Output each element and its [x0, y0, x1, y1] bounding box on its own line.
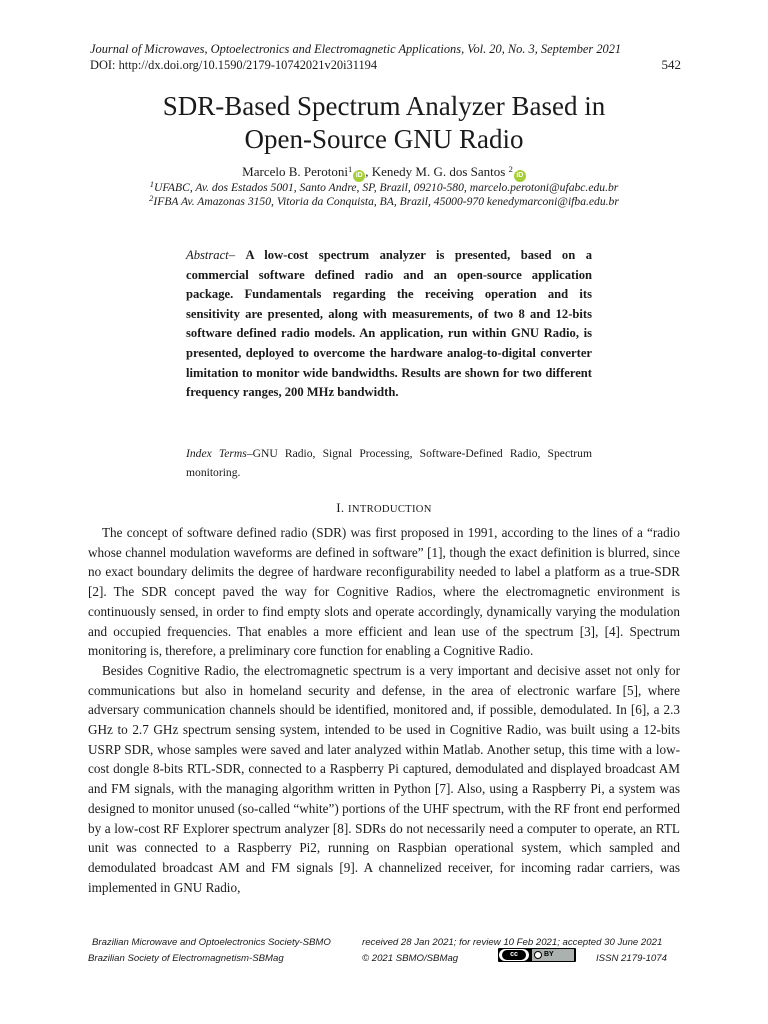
abstract-dash: –	[228, 248, 246, 262]
body-text	[88, 523, 680, 897]
abstract-text: A low-cost spectrum analyzer is presented, based on a commercial software defined radio and an open-source application package. Fundamentals regarding the receiving operation and its sensitivity are presented, along with measurements, of two 8 and 12-bits software defined radio models. An application, run within GNU Radio, is presented, deployed to overcome the hardware analog-to-digital converter limitation to monitor wide bandwidths. Results are shown for two different frequency ranges, 200 MHz bandwidth.	[186, 248, 592, 400]
affiliation-2	[60, 194, 708, 209]
affiliation-text: UFABC, Av. dos Estados 5001, Santo Andre, SP, Brazil, 09210-580, marcelo.perotoni@ufabc.edu.br	[153, 181, 619, 194]
footer-society-1: Brazilian Microwave and Optoelectronics Society-SBMO	[92, 937, 331, 948]
footer-dates: received 28 Jan 2021; for review 10 Feb 2021; accepted 30 June 2021	[362, 937, 663, 948]
cc-by-license-icon[interactable]	[498, 948, 576, 962]
abstract-label: Abstract	[186, 248, 229, 262]
abstract	[186, 246, 592, 403]
affiliation-text: IFBA Av. Amazonas 3150, Vitoria da Conquista, BA, Brazil, 45000-970 kenedymarconi@ifba.edu.br	[153, 195, 619, 208]
section-heading	[60, 500, 708, 516]
paragraph: Besides Cognitive Radio, the electromagnetic spectrum is a very important and decisive asset not only for communications but also in homeland security and defense, in the area of electronic warfare [5], where adversary communication channels should be identified, monitored and, if possible, demodulated. In [6], a 2.3 GHz to 2.7 GHz spectrum sensing system, intended to be used in Cognitive Radio, was built using a 12-bits USRP SDR, whose samples were saved and later analyzed within Matlab. Another setup, this time with a low-cost dongle 8-bits RTL-SDR, connected to a Raspberry Pi captured, demodulated and displayed broadcast AM and FM signals, with the managing algorithm written in Python [7]. Also, using a Raspberry Pi, a system was designed to monitor unused (so-called “white”) portions of the UHF spectrum, with the RF front end performed by a low-cost RF Explorer spectrum analyzer [8]. SDRs do not necessarily need a computer to operate, an RTL unit was connected to a Raspberry Pi2, running on Raspbian operational system, which sampled and demodulated broadcast AM and FM signals [9]. A channelized receiver, for incoming radar carriers, was implemented in GNU Radio,	[88, 662, 680, 895]
index-terms-label: Index Terms	[186, 447, 247, 460]
author-separator: ,	[365, 164, 372, 179]
footer-society-2: Brazilian Society of Electromagnetism-SBMag	[88, 953, 284, 964]
author-affil-mark: 2	[508, 164, 513, 174]
author-name: Kenedy M. G. dos Santos	[371, 164, 509, 179]
cc-label: cc	[502, 950, 526, 960]
affil-mark: 1	[149, 179, 154, 189]
author-affil-mark: 1	[347, 164, 353, 174]
title-line-1: SDR-Based Spectrum Analyzer Based in	[162, 91, 606, 121]
affil-mark: 2	[149, 193, 154, 203]
section-number: I.	[336, 500, 345, 515]
cc-logo-icon	[499, 949, 529, 961]
orcid-icon[interactable]: iD	[514, 170, 526, 182]
paper-title	[60, 90, 708, 156]
journal-citation: Journal of Microwaves, Optoelectronics and Electromagnetic Applications, Vol. 20, No. 3, September 2021	[90, 42, 622, 56]
doi-line[interactable]: DOI: http://dx.doi.org/10.1590/2179-10742021v20i31194	[90, 58, 378, 72]
page-number: 542	[661, 57, 681, 72]
author-name: Marcelo B. Perotoni	[242, 164, 348, 179]
by-badge	[532, 949, 574, 961]
title-line-2: Open-Source GNU Radio	[244, 124, 524, 154]
affiliation-1	[60, 180, 708, 195]
index-terms	[186, 444, 592, 482]
index-terms-dash: –	[246, 447, 253, 460]
footer-issn: ISSN 2179-1074	[596, 953, 667, 964]
paragraph: The concept of software defined radio (SDR) was first proposed in 1991, according to the lines of a “radio whose channel modulation waveforms are defined in software” [1], though the exact definition is blurred, since no exact boundary delimits the degree of hardware reconfigurability needed to label a platform as a true-SDR [2]. The SDR concept paved the way for Cognitive Radios, where the electromagnetic environment is continuously sensed, in order to find empty slots and operate accordingly, dynamically varying the modulation and occupied frequencies. That enables a more efficient and lean use of the spectrum [3], [4]. Spectrum monitoring is, therefore, a preliminary core function for enabling a Cognitive Radio.	[88, 525, 680, 659]
footer-copyright: © 2021 SBMO/SBMag	[362, 953, 459, 964]
orcid-icon[interactable]: iD	[353, 170, 365, 182]
by-label: BY	[544, 951, 554, 958]
section-title: INTRODUCTION	[348, 504, 432, 515]
index-terms-text: GNU Radio, Signal Processing, Software-Defined Radio, Spectrum monitoring.	[186, 447, 592, 479]
attribution-person-icon	[534, 951, 542, 959]
